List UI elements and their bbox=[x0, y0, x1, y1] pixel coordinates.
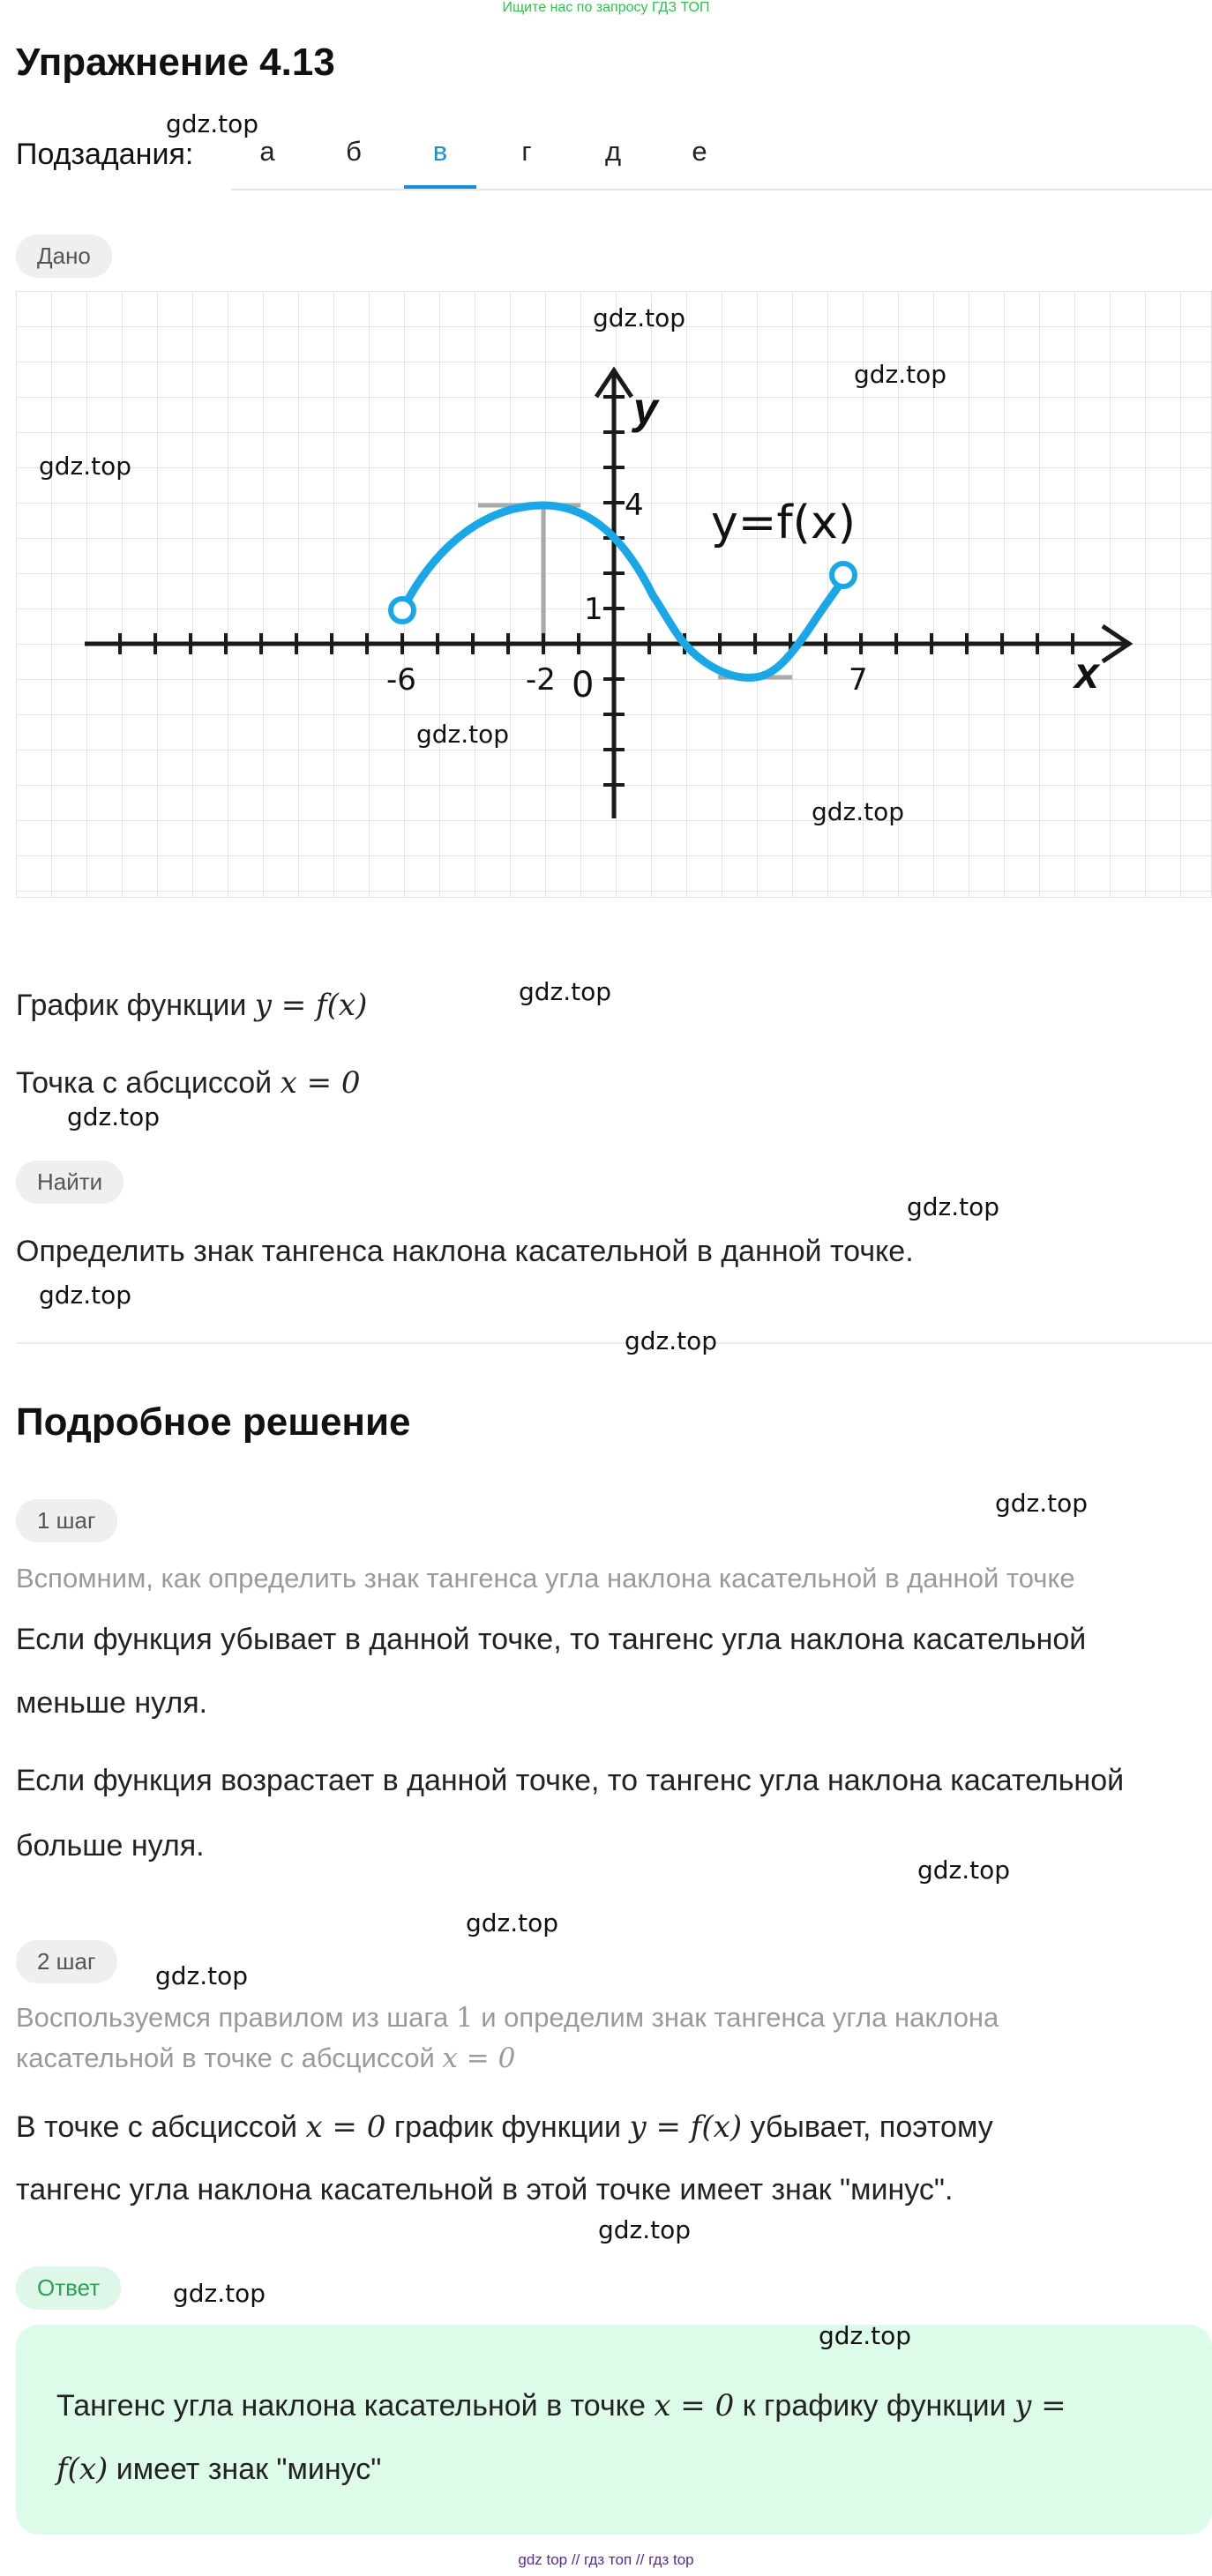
given-line-1: График функции y = f(x) bbox=[16, 988, 368, 1023]
watermark: gdz.top bbox=[155, 1961, 249, 1990]
subtasks-label: Подзадания: bbox=[16, 138, 194, 171]
step-2-badge: 2 шаг bbox=[16, 1940, 117, 1983]
watermark: gdz.top bbox=[995, 1489, 1089, 1518]
tab-e[interactable]: е bbox=[692, 136, 707, 167]
y-axis-label: y bbox=[633, 384, 658, 433]
footer-link-2[interactable]: гдз топ bbox=[584, 2551, 632, 2568]
watermark: gdz.top bbox=[416, 720, 510, 749]
answer-box bbox=[16, 2325, 1212, 2535]
watermark: gdz.top bbox=[812, 797, 905, 826]
curve-end-point bbox=[832, 564, 855, 586]
section-divider bbox=[16, 1342, 1212, 1344]
find-badge: Найти bbox=[16, 1161, 123, 1204]
watermark: gdz.top bbox=[173, 2279, 266, 2308]
step-1-para-2-line-2: больше нуля. bbox=[16, 1829, 205, 1863]
active-tab-indicator bbox=[404, 185, 476, 189]
footer-sep-1: // bbox=[571, 2551, 580, 2568]
watermark: gdz.top bbox=[907, 1192, 1000, 1221]
watermark: gdz.top bbox=[593, 303, 686, 332]
tick-label-1: 1 bbox=[584, 592, 603, 627]
watermark: gdz.top bbox=[67, 1102, 161, 1131]
step-2-line-1: В точке с абсциссой x = 0 график функции y = f(x) убывает, поэтому bbox=[16, 2109, 993, 2145]
watermark: gdz.top bbox=[598, 2215, 692, 2244]
step-2-line-2: тангенс угла наклона касательной в этой точке имеет знак "минус". bbox=[16, 2173, 954, 2206]
given-line-2: Точка с абсциссой x = 0 bbox=[16, 1065, 361, 1101]
page-title: Упражнение 4.13 bbox=[16, 41, 335, 84]
watermark: gdz.top bbox=[39, 1281, 132, 1310]
tab-a[interactable]: а bbox=[259, 136, 275, 167]
watermark: gdz.top bbox=[466, 1908, 559, 1938]
curve-start-point bbox=[391, 599, 414, 622]
step-1-para-1-line-2: меньше нуля. bbox=[16, 1686, 208, 1720]
step-1-hint: Вспомним, как определить знак тангенса угла наклона касательной в данной точке bbox=[16, 1563, 1075, 1594]
x-axis-label: x bbox=[1074, 648, 1099, 698]
footer-link-1[interactable]: gdz top bbox=[518, 2551, 568, 2568]
find-text: Определить знак тангенса наклона касательной в данной точке. bbox=[16, 1235, 914, 1268]
origin-label: 0 bbox=[572, 665, 595, 706]
function-label: y=f(x) bbox=[711, 497, 856, 549]
answer-badge: Ответ bbox=[16, 2266, 121, 2310]
tick-label-minus-6: -6 bbox=[386, 662, 416, 698]
footer-link-3[interactable]: гдз top bbox=[648, 2551, 694, 2568]
step-1-badge: 1 шаг bbox=[16, 1499, 117, 1542]
watermark: gdz.top bbox=[519, 977, 612, 1006]
step-1-para-1-line-1: Если функция убывает в данной точке, то тангенс угла наклона касательной bbox=[16, 1623, 1087, 1656]
answer-text: Тангенс угла наклона касательной в точке x = 0 к графику функции y = f(x) имеет знак "минус" bbox=[56, 2388, 1066, 2487]
footer-sep-2: // bbox=[635, 2551, 645, 2568]
subtask-tabs bbox=[231, 123, 1212, 190]
watermark: gdz.top bbox=[917, 1855, 1011, 1885]
watermark: gdz.top bbox=[166, 109, 259, 138]
watermark: gdz.top bbox=[819, 2321, 912, 2350]
watermark: gdz.top bbox=[625, 1326, 718, 1355]
step-1-para-2-line-1: Если функция возрастает в данной точке, то тангенс угла наклона касательной bbox=[16, 1764, 1125, 1797]
step-2-hint-line-2: касательной в точке с абсциссой x = 0 bbox=[16, 2042, 516, 2074]
top-banner: Ищите нас по запросу ГДЗ ТОП bbox=[502, 0, 710, 15]
watermark: gdz.top bbox=[854, 360, 947, 389]
tab-v[interactable]: в bbox=[432, 136, 448, 167]
tick-label-7: 7 bbox=[849, 662, 868, 698]
solution-title: Подробное решение bbox=[16, 1400, 411, 1444]
tab-d[interactable]: д bbox=[604, 136, 622, 167]
given-badge: Дано bbox=[16, 235, 112, 278]
watermark: gdz.top bbox=[39, 452, 132, 481]
tick-label-minus-2: -2 bbox=[526, 662, 556, 698]
function-graph bbox=[16, 291, 1212, 898]
step-2-hint-line-1: Воспользуемся правилом из шага 1 и определим знак тангенса угла наклона bbox=[16, 2002, 999, 2034]
tab-g[interactable]: г bbox=[521, 136, 532, 167]
footer-links bbox=[0, 2551, 1212, 2569]
tick-label-4: 4 bbox=[625, 488, 644, 523]
tab-b[interactable]: б bbox=[346, 136, 362, 167]
